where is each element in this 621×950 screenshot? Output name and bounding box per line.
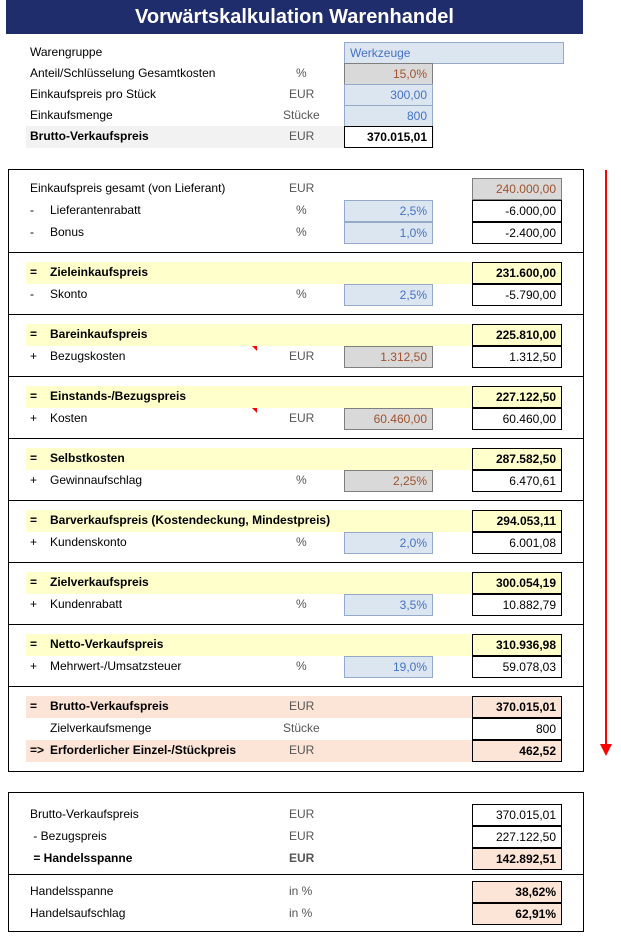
handelsspanne-pct-label: Handelsspanne — [30, 884, 114, 898]
bezugskosten-input[interactable]: 1.312,50 — [344, 346, 433, 368]
einstandspreis-label: Einstands-/Bezugspreis — [50, 389, 187, 403]
separator — [8, 252, 584, 253]
summary-handelsspanne-unit: EUR — [289, 851, 315, 865]
ek-stueck-label: Einkaufspreis pro Stück — [30, 87, 157, 101]
handelsspanne-pct-unit: in % — [289, 884, 313, 898]
comment-marker-icon[interactable] — [252, 408, 257, 413]
kundenskonto-label: Kundenskonto — [50, 535, 127, 549]
ek-gesamt-label: Einkaufspreis gesamt (von Lieferant) — [30, 181, 226, 195]
barverkaufspreis-op: = — [30, 513, 38, 527]
ek-menge-label: Einkaufsmenge — [30, 108, 113, 122]
brutto-top-unit: EUR — [289, 129, 315, 143]
lieferantenrabatt-label: Lieferantenrabatt — [50, 203, 141, 217]
gewinnaufschlag-value: 6.470,61 — [472, 470, 562, 492]
barverkaufspreis-label: Barverkaufspreis (Kostendeckung, Mindestpreis) — [50, 513, 331, 527]
anteil-value[interactable]: 15,0% — [344, 63, 433, 85]
brutto-top-label: Brutto-Verkaufspreis — [30, 129, 149, 143]
warengruppe-label: Warengruppe — [30, 45, 103, 59]
bonus-unit: % — [296, 225, 307, 239]
bonus-input[interactable]: 1,0% — [344, 222, 433, 244]
kosten-op: + — [30, 411, 38, 425]
mwst-value: 59.078,03 — [472, 656, 562, 678]
selbstkosten-label: Selbstkosten — [50, 451, 125, 465]
summary-handelsspanne-value: 142.892,51 — [472, 848, 562, 870]
summary-brutto-unit: EUR — [289, 807, 315, 821]
sheet-title: Vorwärtskalkulation Warenhandel — [6, 0, 583, 34]
warengruppe-input[interactable]: Werkzeuge — [344, 42, 564, 64]
bareinkaufspreis-value: 225.810,00 — [472, 324, 562, 346]
bonus-label: Bonus — [50, 225, 85, 239]
kundenskonto-unit: % — [296, 535, 307, 549]
bonus-op: - — [30, 225, 34, 239]
separator — [8, 438, 584, 439]
kosten-input[interactable]: 60.460,00 — [344, 408, 433, 430]
kosten-unit: EUR — [289, 411, 315, 425]
separator — [8, 376, 584, 377]
separator — [8, 686, 584, 687]
kundenrabatt-input[interactable]: 3,5% — [344, 594, 433, 616]
anteil-label: Anteil/Schlüsselung Gesamtkosten — [30, 66, 216, 80]
kundenrabatt-value: 10.882,79 — [472, 594, 562, 616]
skonto-label: Skonto — [50, 287, 88, 301]
ek-gesamt-value: 240.000,00 — [472, 178, 562, 200]
lieferantenrabatt-unit: % — [296, 203, 307, 217]
gewinnaufschlag-op: + — [30, 473, 38, 487]
kundenskonto-value: 6.001,08 — [472, 532, 562, 554]
separator — [8, 874, 584, 875]
ek-menge-unit: Stücke — [283, 108, 320, 122]
skonto-op: - — [30, 287, 34, 301]
summary-handelsspanne-label: = Handelsspanne — [30, 851, 133, 865]
mwst-unit: % — [296, 659, 307, 673]
skonto-input[interactable]: 2,5% — [344, 284, 433, 306]
nettoverkaufspreis-value: 310.936,98 — [472, 634, 562, 656]
handelsspanne-pct-value: 38,62% — [472, 881, 562, 903]
selbstkosten-value: 287.582,50 — [472, 448, 562, 470]
zielverkaufspreis-op: = — [30, 575, 38, 589]
brutto-top-value: 370.015,01 — [344, 126, 433, 148]
bezugskosten-value: 1.312,50 — [472, 346, 562, 368]
bareinkaufspreis-label: Bareinkaufspreis — [50, 327, 148, 341]
kundenskonto-input[interactable]: 2,0% — [344, 532, 433, 554]
lieferantenrabatt-input[interactable]: 2,5% — [344, 200, 433, 222]
down-arrow-icon — [598, 168, 614, 758]
handelsaufschlag-pct-unit: in % — [289, 906, 313, 920]
summary-bezugspreis-unit: EUR — [289, 829, 315, 843]
einzelpreis-op: => — [30, 743, 45, 757]
mwst-input[interactable]: 19,0% — [344, 656, 433, 678]
ek-stueck-unit: EUR — [289, 87, 315, 101]
einstandspreis-value: 227.122,50 — [472, 386, 562, 408]
einzelpreis-unit: EUR — [289, 743, 315, 757]
skonto-value: -5.790,00 — [472, 284, 562, 306]
separator — [8, 314, 584, 315]
handelsaufschlag-pct-value: 62,91% — [472, 903, 562, 925]
bareinkaufspreis-op: = — [30, 327, 38, 341]
skonto-unit: % — [296, 287, 307, 301]
separator — [8, 624, 584, 625]
barverkaufspreis-value: 294.053,11 — [472, 510, 562, 532]
zieleinkaufspreis-op: = — [30, 265, 38, 279]
ek-menge-input[interactable]: 800 — [344, 105, 433, 127]
selbstkosten-op: = — [30, 451, 38, 465]
zielverkaufsmenge-unit: Stücke — [283, 721, 320, 735]
zielverkaufspreis-value: 300.054,19 — [472, 572, 562, 594]
nettoverkaufspreis-label: Netto-Verkaufspreis — [50, 637, 164, 651]
zieleinkaufspreis-label: Zieleinkaufspreis — [50, 265, 149, 279]
gewinnaufschlag-input[interactable]: 2,25% — [344, 470, 433, 492]
bruttoverkaufspreis-label: Brutto-Verkaufspreis — [50, 699, 169, 713]
bruttoverkaufspreis-unit: EUR — [289, 699, 315, 713]
comment-marker-icon[interactable] — [252, 346, 257, 351]
separator — [8, 500, 584, 501]
kundenskonto-op: + — [30, 535, 38, 549]
kosten-label: Kosten — [50, 411, 88, 425]
kundenrabatt-op: + — [30, 597, 38, 611]
gewinnaufschlag-label: Gewinnaufschlag — [50, 473, 143, 487]
kundenrabatt-unit: % — [296, 597, 307, 611]
summary-bezugspreis-label: - Bezugspreis — [30, 829, 107, 843]
summary-brutto-value: 370.015,01 — [472, 804, 562, 826]
bruttoverkaufspreis-op: = — [30, 699, 38, 713]
nettoverkaufspreis-op: = — [30, 637, 38, 651]
mwst-label: Mehrwert-/Umsatzsteuer — [50, 659, 182, 673]
zieleinkaufspreis-value: 231.600,00 — [472, 262, 562, 284]
einstandspreis-op: = — [30, 389, 38, 403]
einzelpreis-label: Erforderlicher Einzel-/Stückpreis — [50, 743, 237, 757]
einzelpreis-value: 462,52 — [472, 740, 562, 762]
bruttoverkaufspreis-value: 370.015,01 — [472, 696, 562, 718]
bezugskosten-op: + — [30, 349, 38, 363]
anteil-unit: % — [296, 66, 307, 80]
zielverkaufsmenge-value: 800 — [472, 718, 562, 740]
bezugskosten-unit: EUR — [289, 349, 315, 363]
separator — [8, 562, 584, 563]
kundenrabatt-label: Kundenrabatt — [50, 597, 123, 611]
bezugskosten-label: Bezugskosten — [50, 349, 126, 363]
zielverkaufsmenge-label: Zielverkaufsmenge — [50, 721, 152, 735]
ek-stueck-input[interactable]: 300,00 — [344, 84, 433, 106]
zielverkaufspreis-label: Zielverkaufspreis — [50, 575, 149, 589]
mwst-op: + — [30, 659, 38, 673]
lieferantenrabatt-value: -6.000,00 — [472, 200, 562, 222]
kosten-value: 60.460,00 — [472, 408, 562, 430]
handelsaufschlag-pct-label: Handelsaufschlag — [30, 906, 126, 920]
ek-gesamt-unit: EUR — [289, 181, 315, 195]
bonus-value: -2.400,00 — [472, 222, 562, 244]
gewinnaufschlag-unit: % — [296, 473, 307, 487]
lieferantenrabatt-op: - — [30, 203, 34, 217]
summary-brutto-label: Brutto-Verkaufspreis — [30, 807, 139, 821]
summary-bezugspreis-value: 227.122,50 — [472, 826, 562, 848]
